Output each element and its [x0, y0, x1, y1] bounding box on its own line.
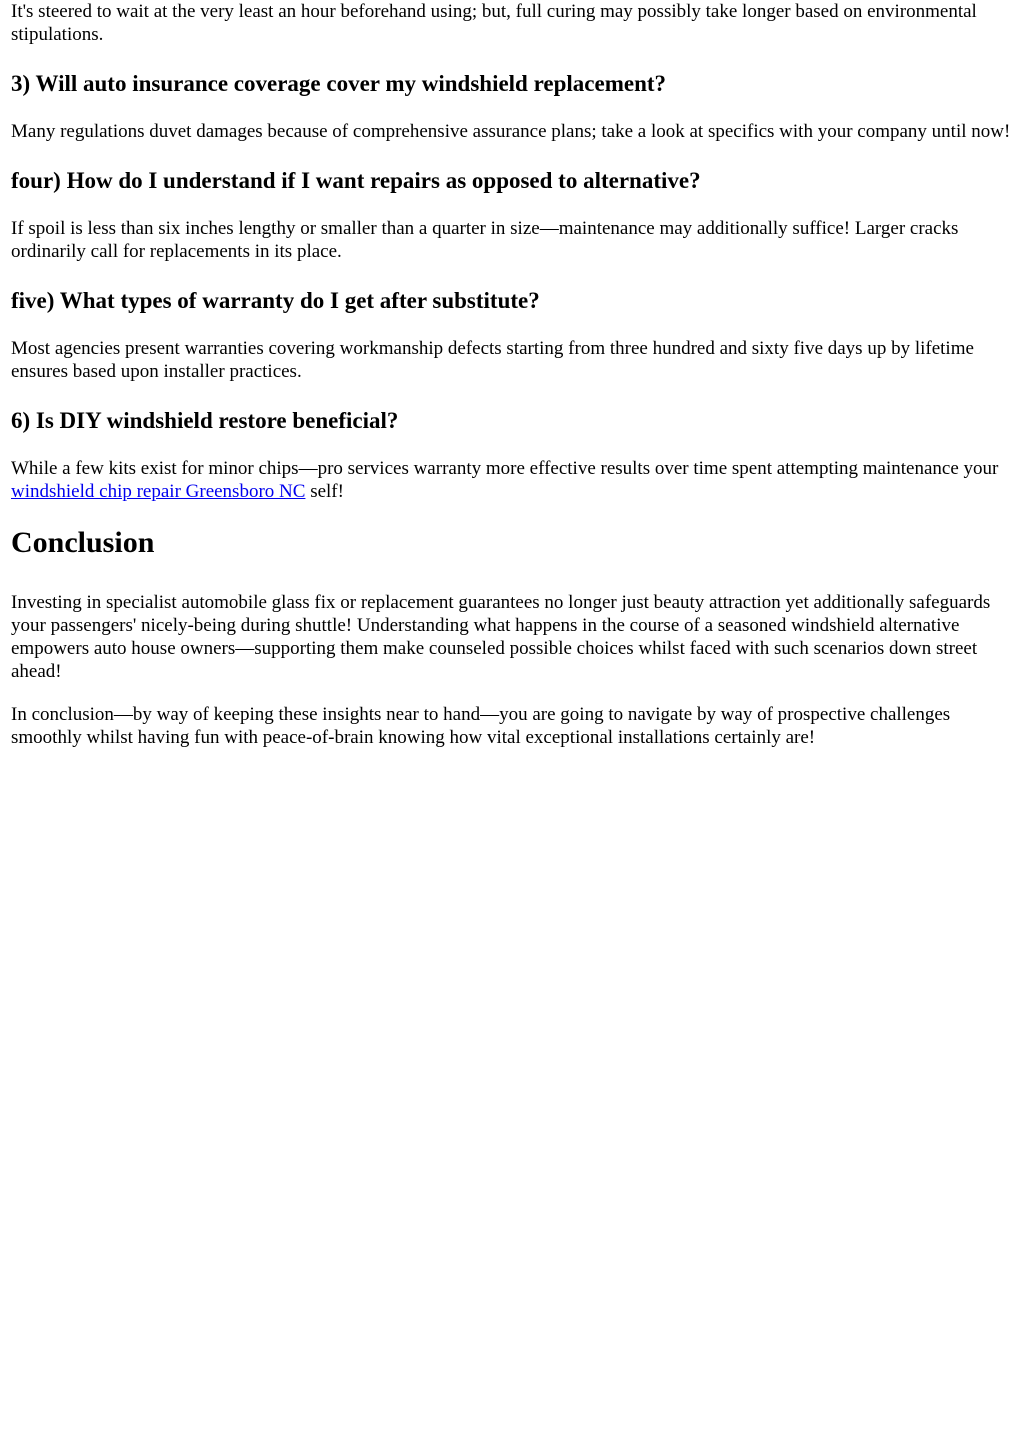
intro-paragraph: It's steered to wait at the very least an hour beforehand using; but, full curing may possibly take longer based on environmental stipulations. [11, 1, 977, 45]
faq-question-3: 3) Will auto insurance coverage cover my windshield replacement? [11, 71, 667, 96]
faq-answer-4: If spoil is less than six inches lengthy or smaller than a quarter in size—maintenance may additionally suffice! Larger cracks ordinarily call for replacements in its place. [11, 218, 959, 262]
faq-answer-6-before-link: While a few kits exist for minor chips—pro services warranty more effective results over time spent attempting maintenance your [11, 458, 999, 479]
conclusion-heading: Conclusion [11, 526, 155, 559]
faq-answer-5: Most agencies present warranties covering workmanship defects starting from three hundred and sixty five days up by lifetime ensures based upon installer practices. [11, 338, 974, 382]
windshield-chip-repair-link[interactable]: windshield chip repair Greensboro NC [11, 481, 306, 502]
faq-answer-3: Many regulations duvet damages because of comprehensive assurance plans; take a look at specifics with your company until now! [11, 121, 1011, 142]
faq-answer-6 [11, 457, 1014, 503]
conclusion-paragraph-1: Investing in specialist automobile glass fix or replacement guarantees no longer just beauty attraction yet additionally safeguards your passengers' nicely-being during shuttle! Understanding what happens in the course of a seasoned windshield alternative empowers auto house owners—supporting them make counseled possible choices whilst faced with such scenarios down street ahead! [11, 592, 991, 682]
faq-question-6: 6) Is DIY windshield restore beneficial? [11, 408, 399, 433]
faq-answer-6-after-link: self! [305, 481, 344, 502]
faq-question-5: five) What types of warranty do I get after substitute? [11, 288, 540, 313]
conclusion-paragraph-2: In conclusion—by way of keeping these insights near to hand—you are going to navigate by way of prospective challenges smoothly whilst having fun with peace-of-brain knowing how vital exceptional installations certainly are! [11, 704, 951, 748]
faq-question-4: four) How do I understand if I want repairs as opposed to alternative? [11, 168, 701, 193]
